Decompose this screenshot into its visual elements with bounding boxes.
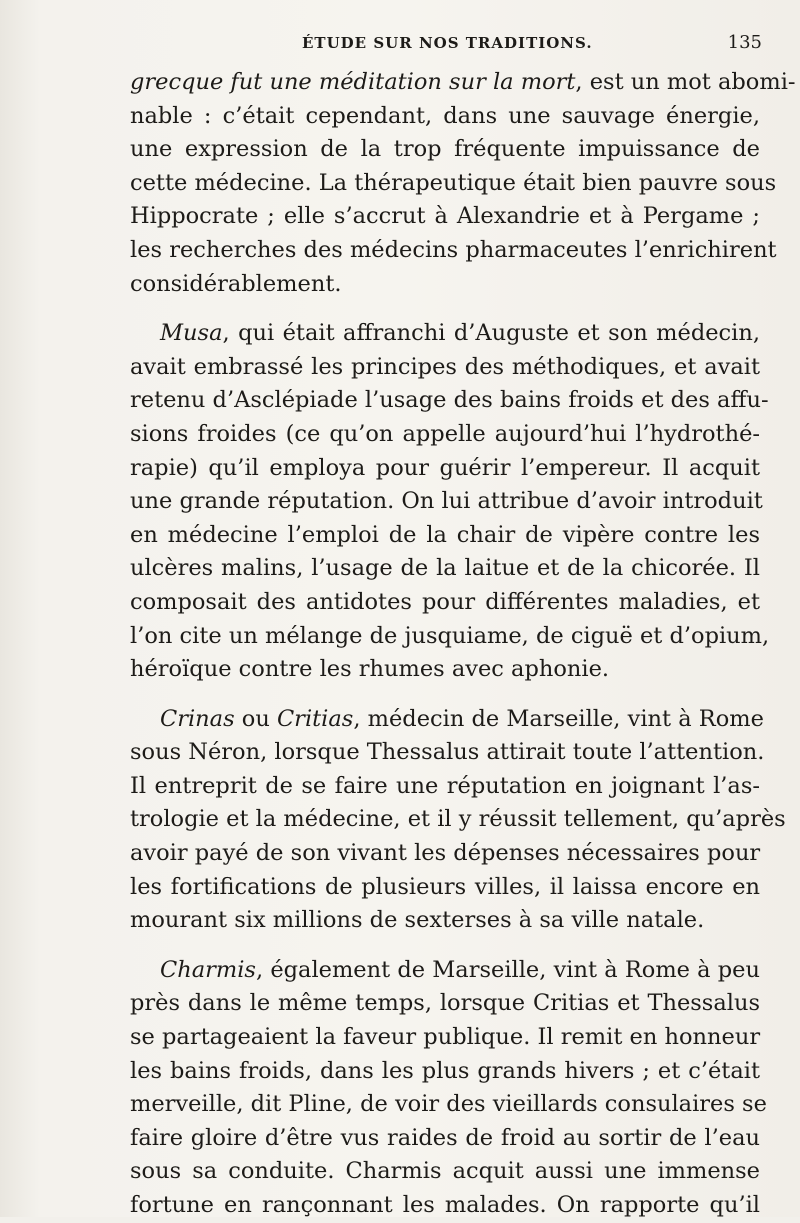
text-fragment: , médecin de Marseille, vint à Rome — [353, 705, 764, 732]
text-line: ulcères malins, l’usage de la laitue et de la chicorée. Il — [130, 555, 760, 582]
text-line: sous Néron, lorsque Thessalus attirait toute l’attention. — [130, 739, 765, 766]
text-line: les recherches des médecins pharmaceutes l’enrichirent — [130, 236, 777, 263]
text-line: mourant six millions de sexterses à sa ville natale. — [130, 907, 705, 934]
text-line: retenu d’Asclépiade l’usage des bains froids et des affu- — [130, 387, 769, 414]
text-line — [130, 703, 764, 737]
text-line: fortune en rançonnant les malades. On rapporte qu’il — [130, 1192, 760, 1218]
text-line: avoir payé de son vivant les dépenses nécessaires pour — [130, 840, 761, 867]
text-line: les fortifications de plusieurs villes, il laissa encore en — [130, 873, 760, 900]
text-line: Il entreprit de se faire une réputation en joignant l’as- — [130, 772, 760, 799]
text-line: sous sa conduite. Charmis acquit aussi une immense — [130, 1158, 760, 1185]
running-head — [132, 28, 762, 58]
paragraph-3 — [130, 703, 786, 938]
text-line — [130, 317, 760, 351]
text-line: merveille, dit Pline, de voir des vieillards consulaires se — [130, 1091, 767, 1118]
paragraph-4 — [130, 954, 767, 1223]
text-line — [130, 954, 760, 988]
text-line: considérablement. — [130, 270, 342, 297]
page-number: 135 — [727, 32, 762, 53]
name-charmis: Charmis — [160, 956, 256, 983]
text-line: rapie) qu’il employa pour guérir l’empereur. Il acquit — [130, 454, 760, 481]
text-fragment: , également de Marseille, vint à Rome à peu — [255, 956, 760, 983]
text-line: sions froides (ce qu’on appelle aujourd’hui l’hydrothé- — [130, 420, 760, 447]
body-text — [130, 66, 796, 1223]
text-line: faire gloire d’être vus raides de froid au sortir de l’eau — [130, 1124, 760, 1151]
text-line: cette médecine. La thérapeutique était bien pauvre sous — [130, 169, 777, 196]
text-line: une expression de la trop fréquente impuissance de — [130, 136, 760, 163]
text-line: les bains froids, dans les plus grands hivers ; et c’était — [130, 1057, 760, 1084]
name-crinas: Crinas — [160, 705, 235, 732]
text-fragment: , qui était affranchi d’Auguste et son médecin, — [222, 320, 760, 347]
name-critias: Critias — [276, 705, 354, 732]
text-line: composait des antidotes pour différentes maladies, et — [130, 588, 760, 615]
text-line: héroïque contre les rhumes avec aphonie. — [130, 656, 610, 683]
paragraph-1 — [130, 66, 796, 301]
text-line: avait embrassé les principes des méthodiques, et avait — [130, 353, 760, 380]
text-line: l’on cite un mélange de jusquiame, de ciguë et d’opium, — [130, 622, 770, 649]
text-line: trologie et la médecine, et il y réussit tellement, qu’après — [130, 806, 786, 833]
text-line: nable : c’était cependant, dans une sauvage énergie, — [130, 102, 760, 129]
text-line: Hippocrate ; elle s’accrut à Alexandrie et à Pergame ; — [130, 203, 760, 230]
text-line — [130, 66, 796, 100]
text-line: en médecine l’emploi de la chair de vipère contre les — [130, 521, 760, 548]
text-line: se partageaient la faveur publique. Il remit en honneur — [130, 1024, 761, 1051]
name-musa: Musa — [160, 320, 223, 347]
text-line: une grande réputation. On lui attribue d’avoir introduit — [130, 488, 763, 515]
text-line: près dans le même temps, lorsque Critias et Thessalus — [130, 990, 760, 1017]
italic-phrase: grecque fut une méditation sur la mort — [130, 69, 576, 95]
text-fragment: ou — [234, 705, 277, 732]
paragraph-2 — [130, 317, 770, 687]
running-head-title: ÉTUDE SUR NOS TRADITIONS. — [302, 34, 593, 52]
text-fragment: , est un mot abomi- — [575, 69, 796, 95]
